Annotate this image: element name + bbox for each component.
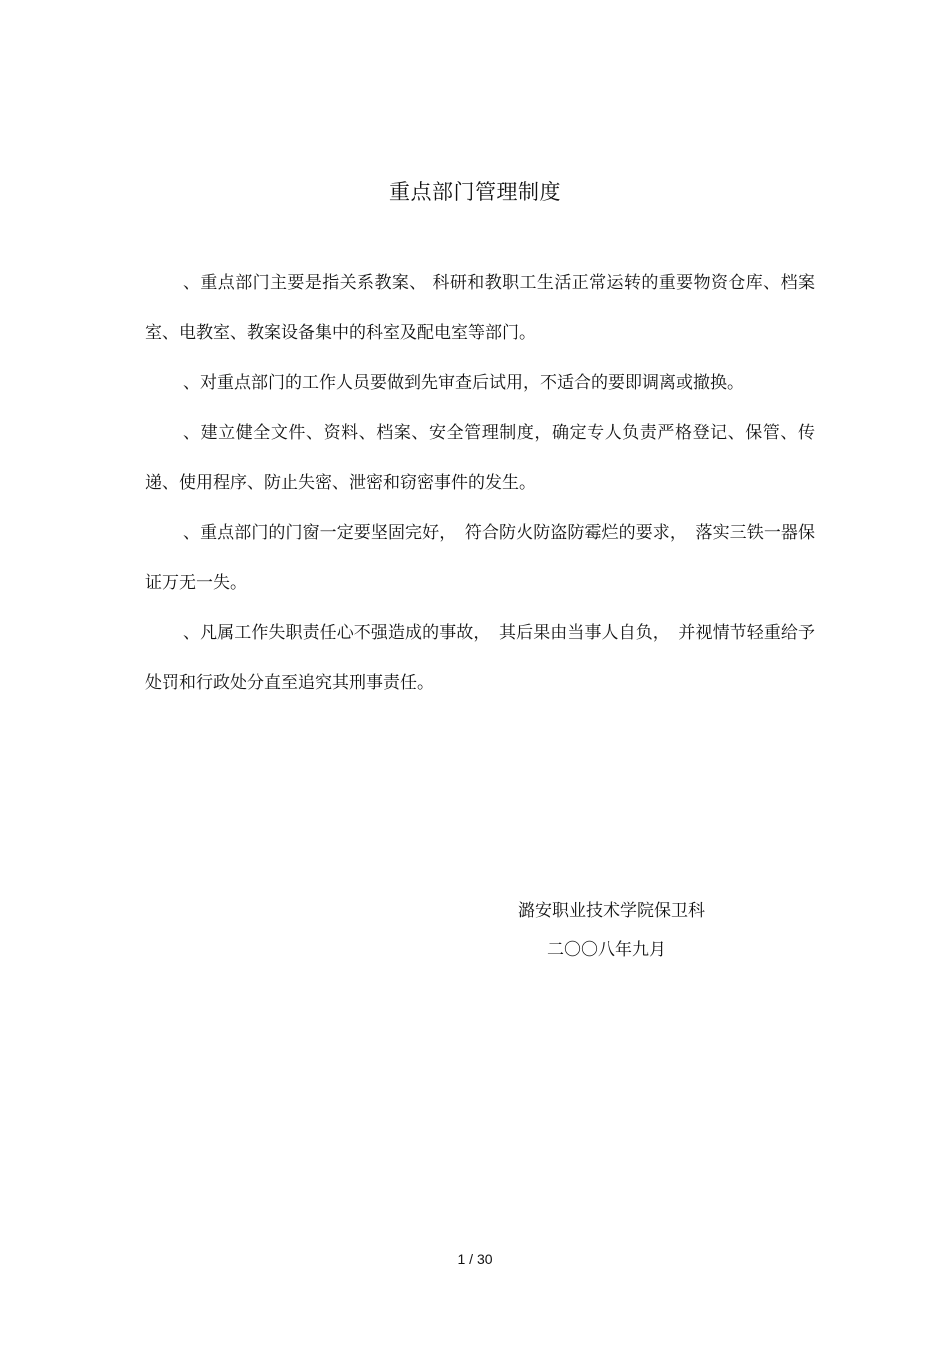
document-body [145, 258, 815, 708]
signature-organization: 潞安职业技术学院保卫科 [518, 901, 705, 921]
paragraph-3: 、建立健全文件、资料、档案、安全管理制度，确定专人负责严格登记、保管、传递、使用程序、防止失密、泄密和窃密事件的发生。 [145, 423, 815, 493]
paragraph-4: 、重点部门的门窗一定要坚固完好， 符合防火防盗防霉烂的要求， 落实三铁一器保证万无一失。 [145, 523, 815, 593]
paragraph-1: 、重点部门主要是指关系教案、 科研和教职工生活正常运转的重要物资仓库、档案室、电教室、教案设备集中的科室及配电室等部门。 [145, 273, 815, 343]
page-number: 1 / 30 [457, 1251, 493, 1267]
document-title: 重点部门管理制度 [389, 180, 561, 204]
paragraph-5: 、凡属工作失职责任心不强造成的事故， 其后果由当事人自负， 并视情节轻重给予处罚和行政处分直至追究其刑事责任。 [145, 623, 815, 693]
paragraph-2: 、对重点部门的工作人员要做到先审查后试用，不适合的要即调离或撤换。 [183, 373, 744, 393]
signature-date: 二〇〇八年九月 [547, 940, 666, 960]
